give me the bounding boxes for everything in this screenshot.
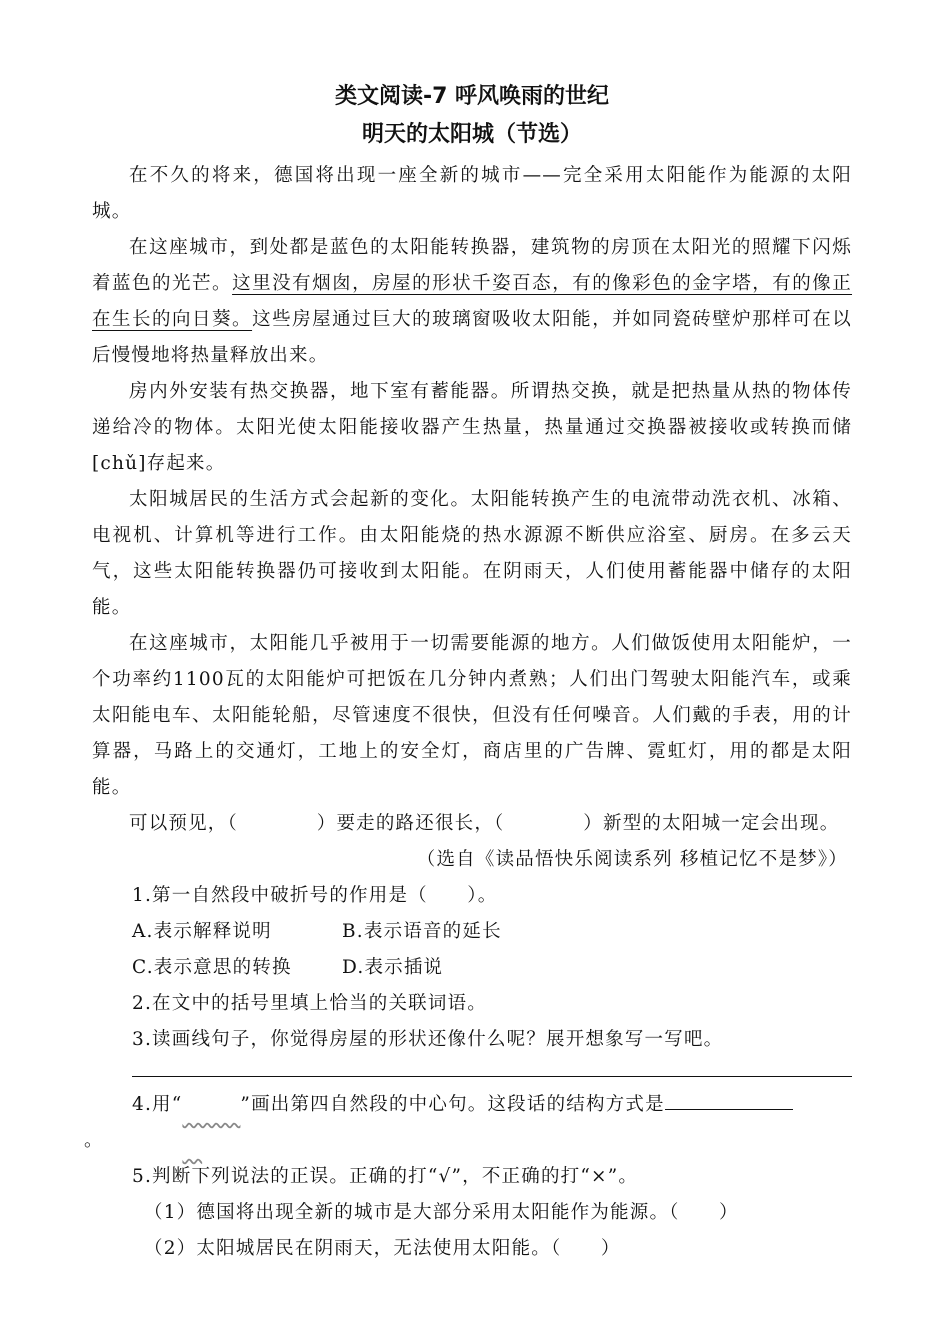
question-5-item-2: （2）太阳城居民在阴雨天，无法使用太阳能。（ ）: [144, 1238, 621, 1259]
options-row-1: [92, 914, 852, 950]
paragraph-2-text-b: 这些房屋通过巨大的玻璃窗吸收太阳能，并如同瓷砖壁炉那样可在以后慢慢地将热量释放出来。: [92, 309, 852, 366]
option-b: B.表示语音的延长: [342, 921, 502, 942]
paragraph-2-text-a: 在这座城市，到处都是蓝色的太阳能转换器，建筑物的房顶在太阳光的照耀下闪烁着蓝色的光芒。: [92, 237, 852, 294]
paragraph-3: 房内外安装有热交换器，地下室有蓄能器。所谓热交换，就是把热量从热的物体传递给冷的物体。太阳光使太阳能接收器产生热量，热量通过交换器被接收或转换而储[chǔ]存起来。: [92, 381, 852, 474]
question-3: 3.读画线句子，你觉得房屋的形状还像什么呢？展开想象写一写吧。: [132, 1029, 724, 1050]
paragraph-6: 可以预见，（ ）要走的路还很长，（ ）新型的太阳城一定会出现。: [129, 813, 840, 834]
wavy-line-mark: [182, 1098, 240, 1112]
question-4-end: 。: [84, 1130, 104, 1151]
paragraph-2: [92, 230, 852, 374]
options-row-2: [92, 950, 852, 986]
question-2: 2.在文中的括号里填上恰当的关联词语。: [132, 993, 487, 1014]
source-citation: （选自《读品悟快乐阅读系列 移植记忆不是梦》）: [416, 849, 848, 870]
paragraph-5: 在这座城市，太阳能几乎被用于一切需要能源的地方。人们做饭使用太阳能炉，一个功率约1100瓦的太阳能炉可把饭在几分钟内煮熟；人们出门驾驶太阳能汽车，或乘太阳能电车、太阳能轮船，尽管速度不很快，但没有任何噪音。人们戴的手表，用的计算器，马路上的交通灯，工地上的安全灯，商店里的广告牌、霓虹灯，用的都是太阳能。: [92, 633, 852, 798]
question-5-item-1: （1）德国将出现全新的城市是大部分采用太阳能作为能源。（ ）: [144, 1202, 739, 1223]
option-a: A.表示解释说明: [132, 921, 272, 942]
article-title: 明天的太阳城（节选）: [361, 122, 582, 147]
document-page: [84, 78, 853, 1267]
paragraph-1: 在不久的将来，德国将出现一座全新的城市——完全采用太阳能作为能源的太阳城。: [92, 165, 852, 222]
page-title: 类文阅读-7 呼风唤雨的世纪: [334, 84, 610, 109]
question-5: 5.判断下列说法的正误。正确的打“√”，不正确的打“×”。: [132, 1166, 639, 1187]
question-4-text-b: ”画出第四自然段的中心句。这段话的结构方式是: [240, 1094, 665, 1115]
question-4-text-a: 4.用“: [132, 1094, 183, 1115]
option-d: D.表示插说: [342, 957, 444, 978]
option-c: C.表示意思的转换: [132, 957, 292, 978]
question-1: 1.第一自然段中破折号的作用是（ ）。: [132, 885, 498, 906]
question-4: [92, 1087, 852, 1123]
paragraph-4: 太阳城居民的生活方式会起新的变化。太阳能转换产生的电流带动洗衣机、冰箱、电视机、计算机等进行工作。由太阳能烧的热水源源不断供应浴室、厨房。在多云天气，这些太阳能转换器仍可接收到太阳能。在阴雨天，人们使用蓄能器中储存的太阳能。: [92, 489, 852, 618]
answer-line-3[interactable]: [132, 1076, 852, 1077]
underlined-sentence: 这里没有烟囱，房屋的形状千姿百态，有的像彩色的金字塔，有的像正在生长的向日葵。: [92, 273, 853, 330]
answer-blank-4[interactable]: [665, 1091, 793, 1110]
